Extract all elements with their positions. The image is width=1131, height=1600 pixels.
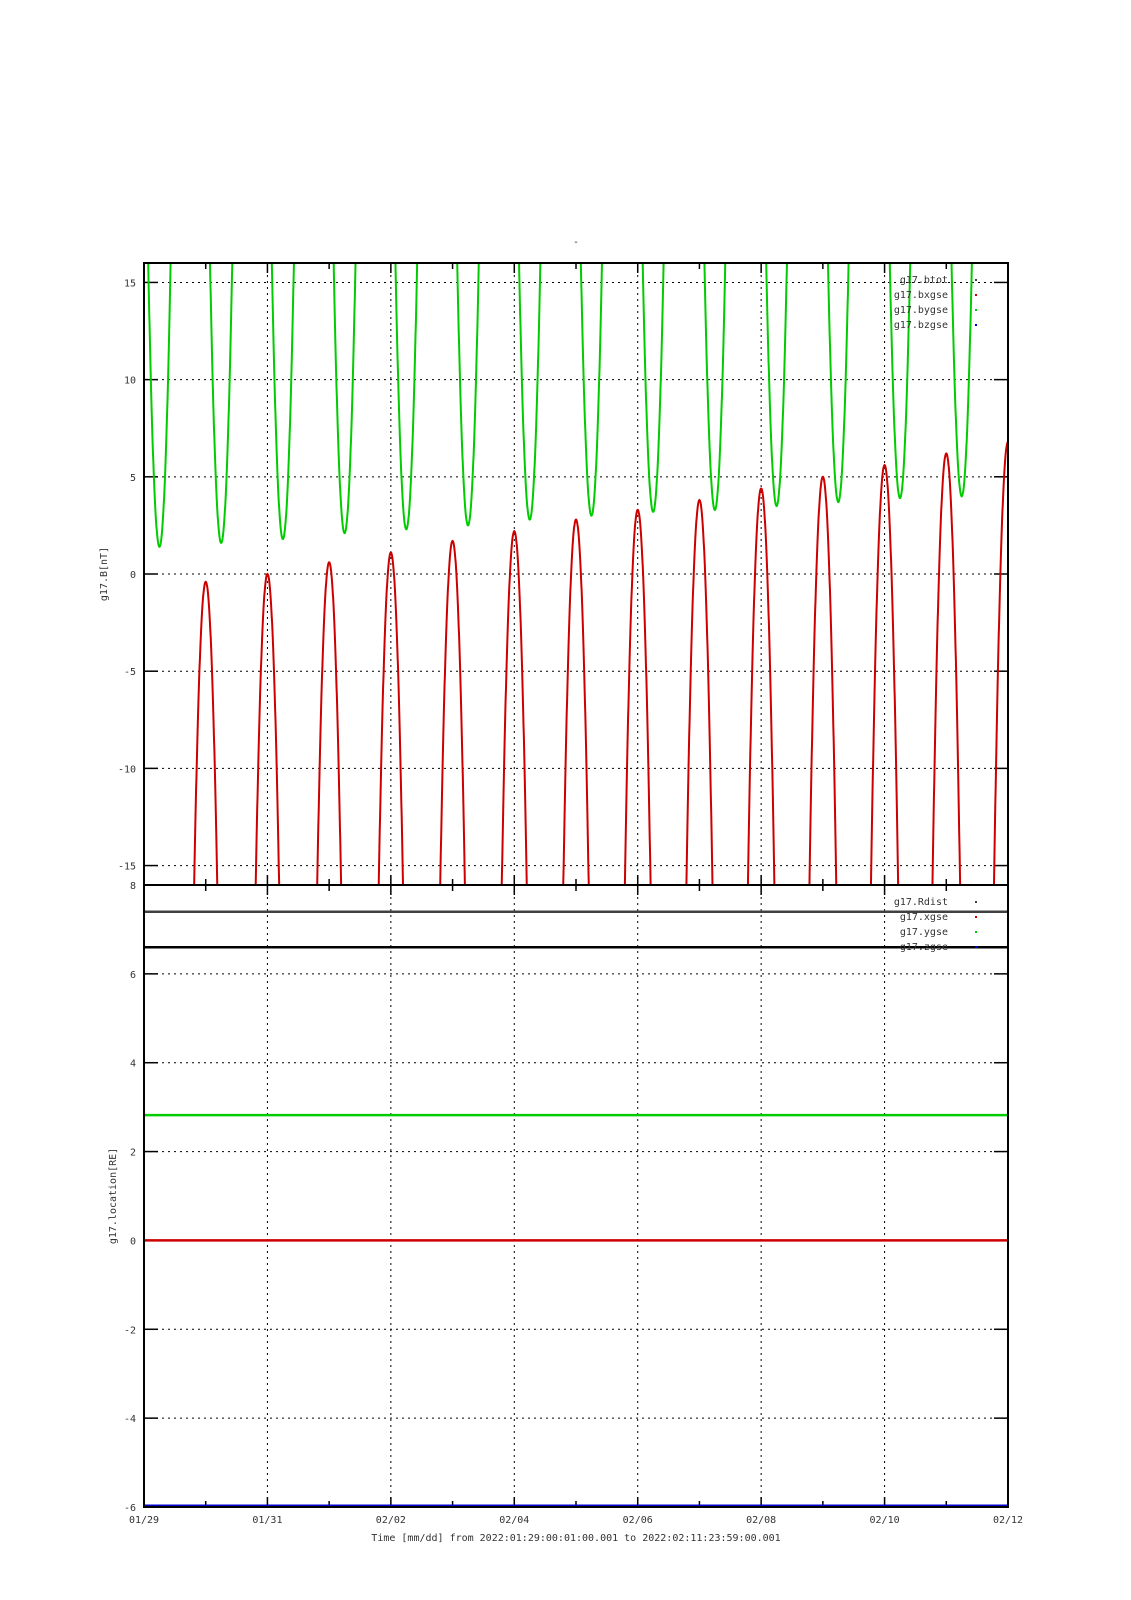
x-tick-label: 02/04 [499, 1515, 530, 1526]
y-tick-label: 4 [129, 1058, 136, 1070]
magnetic-field-panel [99, 224, 1008, 924]
legend-entry: g17.bygse [893, 305, 948, 316]
legend-entry: g17.btot [899, 275, 948, 286]
y-tick-label: 2 [129, 1147, 136, 1159]
x-tick-label: 02/12 [992, 1515, 1024, 1526]
legend-swatch [975, 294, 977, 296]
x-axis-title: Time [mm/dd] from 2022:01:29:00:01:00.001 to 2022:02:11:23:59:00.001 [371, 1533, 781, 1544]
plot-frame [144, 885, 1008, 1507]
location-panel [108, 881, 1008, 1514]
legend-swatch [975, 901, 977, 903]
legend-swatch [975, 324, 977, 326]
legend-entry: g17.zgse [899, 942, 948, 953]
legend-entry: g17.bxgse [893, 290, 948, 301]
y-tick-label: 15 [123, 278, 136, 290]
y-tick-label: 6 [129, 969, 136, 981]
y-axis-title: g17.B[nT] [99, 546, 110, 602]
chart-title: - [572, 237, 580, 248]
y-axis-title: g17.location[RE] [108, 1147, 119, 1245]
x-tick-label: 02/02 [375, 1515, 406, 1526]
series-line-g17-bygse [144, 224, 1008, 547]
x-tick-label: 01/29 [128, 1515, 160, 1526]
x-tick-label: 02/10 [869, 1515, 900, 1526]
x-tick-label: 02/08 [746, 1515, 777, 1526]
y-tick-label: -5 [123, 667, 136, 679]
legend-swatch [975, 279, 977, 281]
legend-swatch [975, 946, 977, 948]
y-tick-label: 5 [129, 472, 136, 484]
y-tick-label: -6 [123, 1503, 136, 1514]
legend-entry: g17.Rdist [893, 897, 948, 908]
x-tick-label: 02/06 [622, 1515, 653, 1526]
y-tick-label: 10 [123, 375, 136, 387]
y-tick-label: 8 [129, 881, 136, 892]
y-tick-label: -2 [123, 1325, 136, 1337]
legend-entry: g17.ygse [899, 927, 948, 938]
legend-entry: g17.xgse [899, 912, 948, 923]
y-tick-label: -4 [123, 1414, 136, 1426]
legend-swatch [975, 309, 977, 311]
legend-swatch [975, 931, 977, 933]
y-tick-label: 0 [129, 1236, 136, 1248]
legend-entry: g17.bzgse [893, 320, 948, 331]
legend-swatch [975, 916, 977, 918]
x-tick-label: 01/31 [252, 1515, 283, 1526]
series-line-g17-bxgse [144, 442, 1008, 924]
y-tick-label: 0 [129, 570, 136, 581]
y-tick-label: -10 [117, 764, 136, 776]
y-tick-label: -15 [117, 861, 136, 873]
